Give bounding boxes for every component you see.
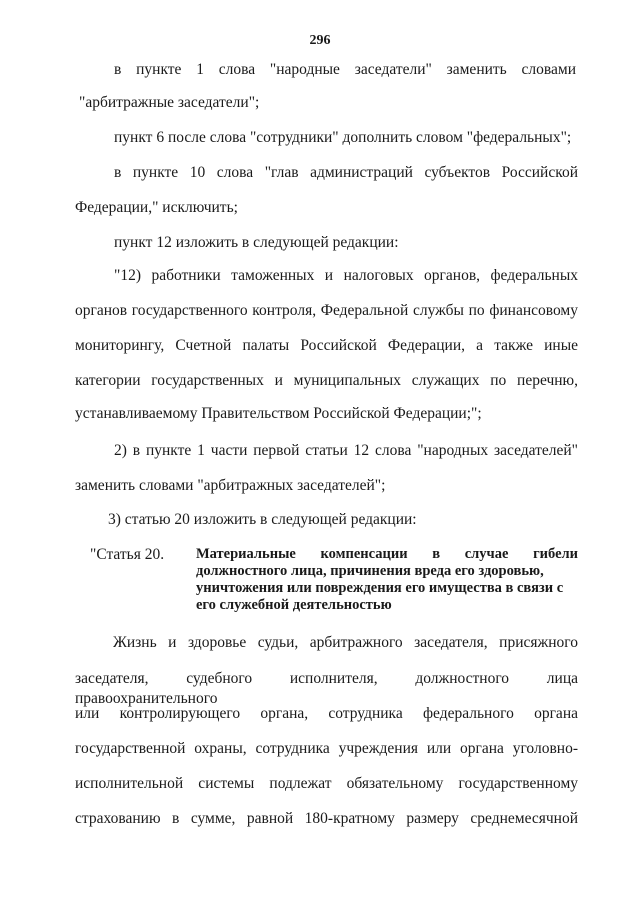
text-line: в пункте 1 слова "народные заседатели" заменить словами	[114, 61, 576, 78]
text-line: Жизнь и здоровье судьи, арбитражного заседателя, присяжного	[113, 634, 578, 651]
text-line: страхованию в сумме, равной 180-кратному размеру среднемесячной	[75, 810, 578, 827]
article-title-line: Материальные компенсации в случае гибели	[196, 546, 578, 562]
text-line: категории государственных и муниципальных служащих по перечню,	[75, 372, 578, 389]
article-title-line: должностного лица, причинения вреда его здоровью,	[196, 563, 544, 579]
text-line: заседателя, судебного исполнителя, должностного лица правоохранительного	[75, 670, 578, 707]
text-line: пункт 6 после слова "сотрудники" дополнить словом "федеральных";	[114, 129, 572, 146]
text-line: мониторингу, Счетной палаты Российской Федерации, а также иные	[75, 337, 578, 354]
page-number: 296	[309, 33, 331, 48]
text-line: пункт 12 изложить в следующей редакции:	[114, 234, 399, 251]
text-line: или контролирующего органа, сотрудника федерального органа	[75, 705, 578, 722]
article-label: "Статья 20.	[90, 546, 165, 563]
text-line: в пункте 10 слова "глав администраций субъектов Российской	[114, 164, 578, 181]
text-line: устанавливаемому Правительством Российской Федерации;";	[75, 405, 482, 422]
text-line: 2) в пункте 1 части первой статьи 12 слова "народных заседателей"	[114, 442, 578, 459]
text-line: исполнительной системы подлежат обязательному государственному	[75, 775, 578, 792]
text-line: Федерации," исключить;	[75, 199, 238, 216]
article-title-line: его служебной деятельностью	[196, 597, 392, 613]
article-title-line: уничтожения или повреждения его имущества в связи с	[196, 580, 564, 596]
text-line: "арбитражные заседатели";	[79, 94, 260, 111]
text-line: "12) работники таможенных и налоговых органов, федеральных	[114, 267, 578, 284]
text-line: органов государственного контроля, Федеральной службы по финансовому	[75, 302, 578, 319]
text-line: заменить словами "арбитражных заседателей";	[75, 477, 386, 494]
text-line: 3) статью 20 изложить в следующей редакции:	[108, 511, 417, 528]
text-line: государственной охраны, сотрудника учреждения или органа уголовно-	[75, 740, 578, 757]
